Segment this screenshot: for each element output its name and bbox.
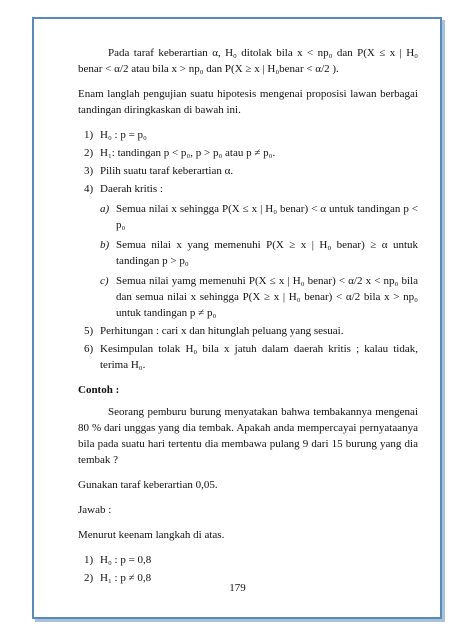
list-item: 6) Kesimpulan tolak H₀ bila x jatuh dalam daerah kritis ; kalau tidak, terima H₀.: [84, 343, 418, 371]
intro-paragraph-2: Enam langlah pengujian suatu hipotesis mengenai proposisi lawan berbagai tandingan diringkaskan di bawah ini.: [78, 88, 418, 116]
list-item: 5) Perhitungan : cari x dan hitunglah peluang yang sesuai.: [84, 325, 344, 337]
example-heading: Contoh :: [78, 384, 120, 396]
example-paragraph: Seorang pemburu burung menyatakan bahwa tembakannya mengenai 80 % dari unggas yang dia tembak. Apakah anda mempercayai pernyataanya bila pada suatu hari tertentu dia membawa pulang 9 dari 15 burung yang dia tembak ?: [78, 406, 418, 466]
document-body: [78, 45, 418, 586]
method-text: Menurut keenam langkah di atas.: [78, 529, 225, 541]
answer-label: Jawab :: [78, 504, 112, 516]
answer-list: [78, 552, 418, 586]
list-item: 4) Daerah kritis :: [84, 183, 163, 195]
steps-list: [78, 127, 418, 373]
list-item: 1) H₀ : p = 0,8: [84, 554, 152, 566]
list-item: 1) H₀ : p = p₀: [84, 129, 147, 141]
intro-paragraph-1: Pada taraf keberartian α, H₀ ditolak bila x < np₀ dan P(X ≤ x | H₀ benar < α/2 atau bila x > np₀ dan P(X ≥ x | H₀benar < α/2 ).: [78, 47, 418, 75]
critical-item: b) Semua nilai x yang memenuhi P(X ≥ x | H₀ benar) ≥ α untuk tandingan p > p₀: [100, 239, 418, 267]
list-item: 2) H₁ : p ≠ 0,8: [84, 572, 152, 584]
significance-text: Gunakan taraf keberartian 0,05.: [78, 479, 218, 491]
page-number: 179: [229, 582, 246, 594]
critical-item: c) Semua nilai yamg memenuhi P(X ≤ x | H₀ benar) < α/2 x < np₀ bila dan semua nilai x sehingga P(X ≥ x | H₀ benar) < α/2 bila x > np₀ untuk tandingan p ≠ p₀: [100, 275, 418, 319]
critical-item: a) Semua nilai x sehingga P(X ≤ x | H₀ benar) < α untuk tandingan p < p₀: [100, 203, 418, 231]
list-item: 2) H₁: tandingan p < p₀, p > p₀ atau p ≠ p₀.: [84, 147, 276, 159]
list-item: 3) Pilih suatu taraf keberartian α.: [84, 165, 234, 177]
